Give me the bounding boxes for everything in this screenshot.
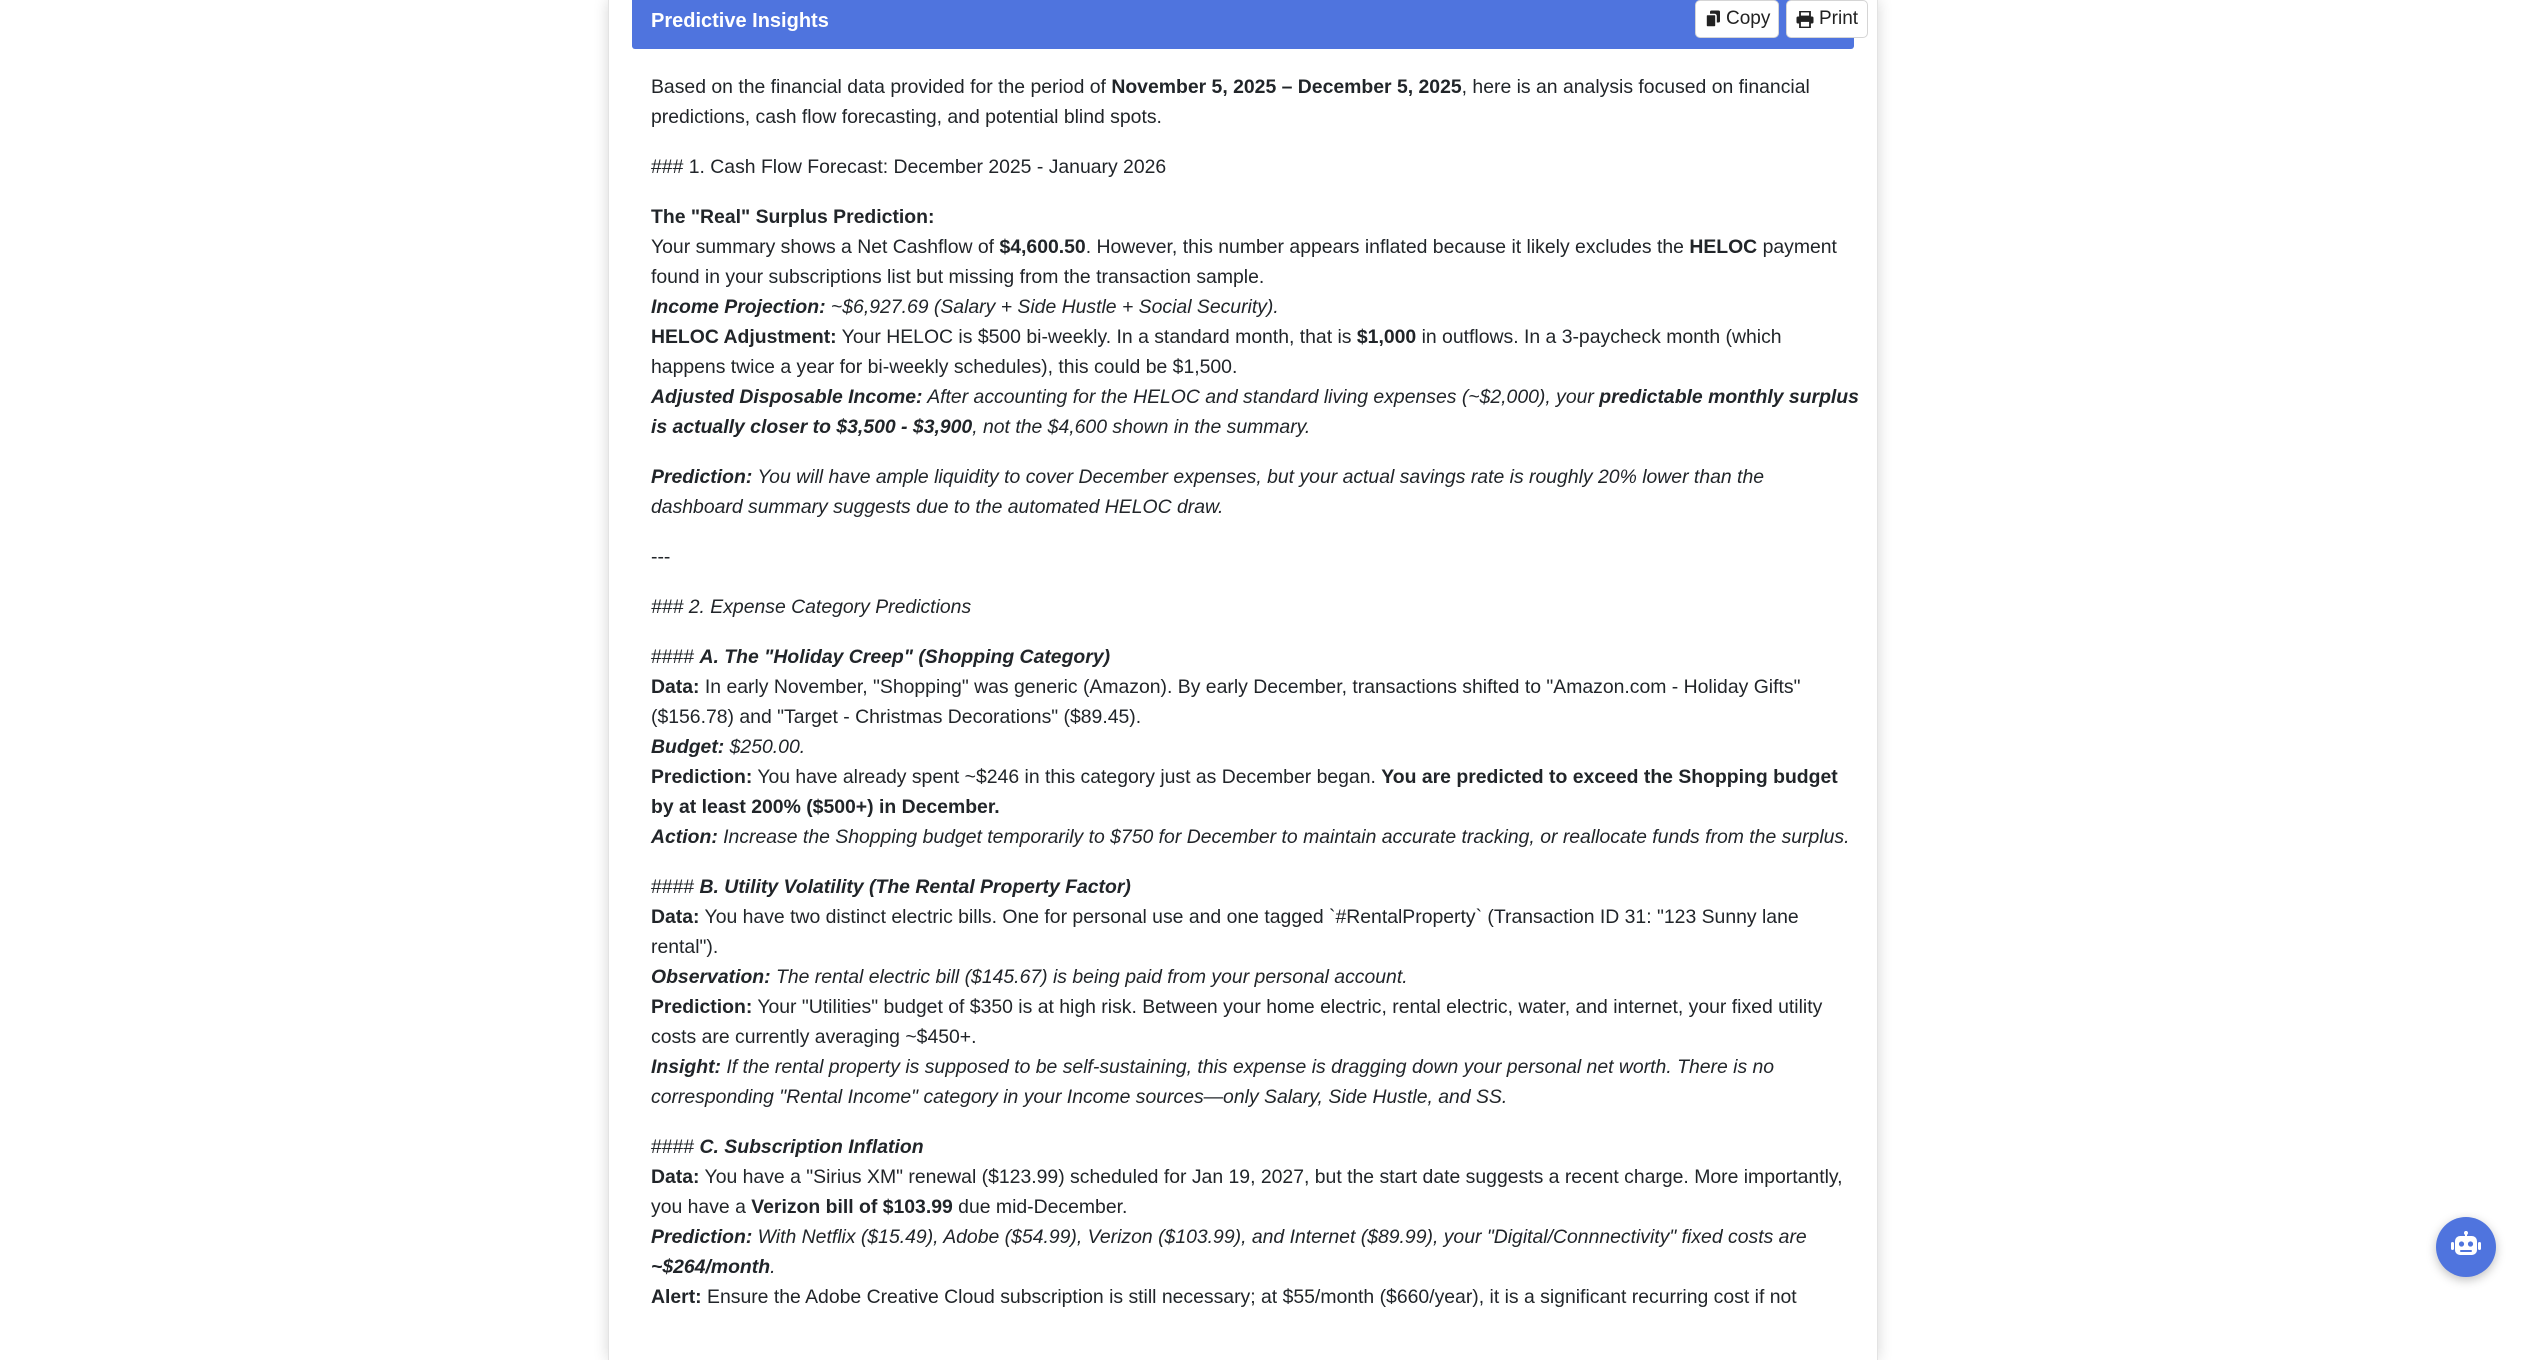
income-projection-label: Income Projection: — [651, 296, 826, 318]
utility-block: #### B. Utility Volatility (The Rental Property Factor) Data: You have two distinct electric bills. One for personal use and one tagged `#RentalProperty` (Transaction ID 31: "123 Sunny lane rental"). Observation: The rental electric bill ($145.67) is being paid from your personal account. Prediction: Your "Utilities" budget of $350 is at high risk. Between your home electric, rental electric, water, and internet, your fixed utility costs are currently averaging ~$450+. Insight: If the rental property is supposed to be self-sustaining, this expense is dragging down your personal net worth. There is no corresponding "Rental Income" category in your Income sources—only Salary, Side Hustle, and SS. — [651, 876, 1823, 1108]
copy-label: Copy — [1726, 8, 1771, 29]
intro-paragraph: Based on the financial data provided for the period of November 5, 2025 – December 5, 2025, here is an analysis focused on financial predictions, cash flow forecasting, and potential blind spots. — [651, 76, 1810, 128]
subscription-block: #### C. Subscription Inflation Data: You have a "Sirius XM" renewal ($123.99) scheduled for Jan 19, 2027, but the start date suggests a recent charge. More importantly, you have a Verizon bill of $103.99 due mid-December. Prediction: With Netflix ($15.49), Adobe ($54.99), Verizon ($103.99), and Internet ($89.99), your "Digital/Connnectivity" fixed costs are ~$264/month. Alert: Ensure the Adobe Creative Cloud subscription is still necessary; at $55/month ($660/year), it is a significant recurring cost if not — [651, 1136, 1843, 1308]
shopping-block: #### A. The "Holiday Creep" (Shopping Category) Data: In early November, "Shopping" was generic (Amazon). By early December, transactions shifted to "Amazon.com - Holiday Gifts" ($156.78) and "Target - Christmas Decorations" ($89.45). Budget: $250.00. Prediction: You have already spent ~$246 in this category just as December began. You are predicted to exceed the Shopping budget by at least 200% ($500+) in December. Action: Increase the Shopping budget temporarily to $750 for December to maintain accurate tracking, or reallocate funds from the surplus. — [651, 646, 1850, 848]
insights-card — [608, 0, 1878, 1360]
print-button[interactable] — [1786, 0, 1868, 38]
copy-icon — [1705, 10, 1721, 28]
card-header — [632, 0, 1859, 49]
shopping-subheading: A. The "Holiday Creep" (Shopping Category) — [699, 646, 1111, 668]
copy-button[interactable] — [1695, 0, 1779, 38]
report-period: November 5, 2025 – December 5, 2025 — [1111, 76, 1462, 98]
section1-prediction: Prediction: You will have ample liquidity to cover December expenses, but your actual savings rate is roughly 20% lower than the dashboard summary suggests due to the automated HELOC draw. — [651, 466, 1765, 518]
subscription-subheading: C. Subscription Inflation — [699, 1136, 924, 1158]
card-title: Predictive Insights — [651, 10, 829, 32]
section2-heading: ### 2. Expense Category Predictions — [651, 596, 972, 618]
print-label: Print — [1819, 8, 1859, 29]
divider: --- — [651, 546, 671, 568]
insights-content — [651, 72, 1861, 1332]
surplus-block: The "Real" Surplus Prediction: Your summary shows a Net Cashflow of $4,600.50. However, this number appears inflated because it likely excludes the HELOC payment found in your subscriptions list but missing from the transaction sample. Income Projection: ~$6,927.69 (Salary + Side Hustle + Social Security). HELOC Adjustment: Your HELOC is $500 bi-weekly. In a standard month, that is $1,000 in outflows. In a 3-paycheck month (which happens twice a year for bi-weekly schedules), this could be $1,500. Adjusted Disposable Income: After accounting for the HELOC and standard living expenses (~$2,000), your predictable monthly surplus is actually closer to $3,500 - $3,900, not the $4,600 shown in the summary. — [651, 206, 1859, 438]
section1-heading: ### 1. Cash Flow Forecast: December 2025 - January 2026 — [651, 156, 1167, 178]
utility-subheading: B. Utility Volatility (The Rental Property Factor) — [699, 876, 1131, 898]
assistant-chat-button[interactable] — [2436, 1217, 2496, 1277]
adjusted-income-label: Adjusted Disposable Income: — [651, 386, 923, 408]
heloc-adjustment-label: HELOC Adjustment: — [651, 326, 837, 348]
net-cashflow-value: $4,600.50 — [999, 236, 1086, 258]
robot-icon — [2450, 1231, 2482, 1264]
surplus-title: The "Real" Surplus Prediction: — [651, 206, 935, 228]
printer-icon — [1796, 11, 1814, 28]
